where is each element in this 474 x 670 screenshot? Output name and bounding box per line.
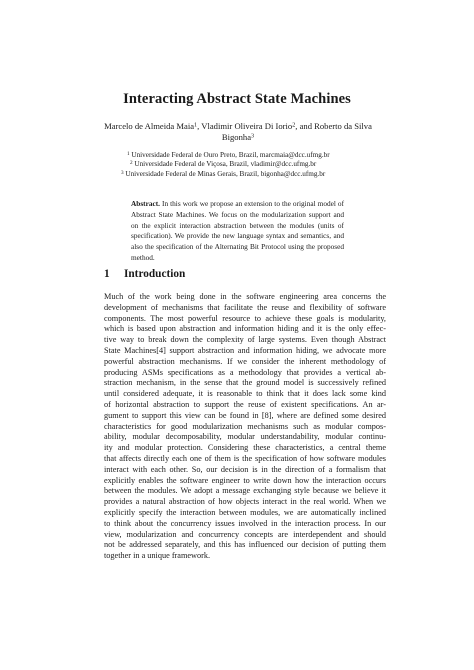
author-name-iorio: , Vladimir Oliveira Di Iorio [197,121,293,131]
paragraph-line: development of mechanisms that facilitate the reuse and flexibility of software [104,302,386,312]
affiliation-text: Universidade Federal de Minas Gerais, Brazil, bigonha@dcc.ufmg.br [125,169,326,178]
paragraph-line: explicitly specify the interaction between modules, we are automatically inclined [104,507,386,517]
paragraph-line: that affects directly each one of them is the specification of how software modules [104,453,386,463]
author-affiliation-marker-3: 3 [251,132,255,140]
paragraph-line: provides a natural abstraction of how objects interact in the real world. When we [104,497,386,507]
paragraph-line: view, modularization and concurrency concepts are interdependent and should [104,529,386,539]
paragraph-line: until considered adequate, it is reasonable to think that it does lack some kind [104,389,386,399]
affiliation-text: Universidade Federal de Viçosa, Brazil, vladimir@dcc.ufmg.br [134,160,317,169]
paragraph-line: tive way to break down the complexity of large systems. Even though Abstract [104,335,386,345]
abstract-line: method. [131,252,155,262]
abstract-line: also the specification of the Alternating Bit Protocol using the proposed [131,242,344,252]
paragraph-line: ity and modular protection. Considering these characteristics, a central theme [104,443,386,453]
affiliation-item-1 [121,151,381,160]
section-heading-introduction [104,268,185,280]
abstract-text: In this work we propose an extension to the original model of [162,199,344,208]
section-number: 1 [104,268,110,280]
paragraph-line: not be addressed separately, and this has influenced our decision of putting them [104,540,386,550]
paragraph-line: interact with each other. So, our decision is in the direction of a formalism that [104,464,386,474]
section-title: Introduction [124,268,186,280]
author-list [98,121,378,143]
author-name-bigonha-last: Bigonha [221,132,252,142]
paragraph-line: between the modules. We adopt a message exchanging style because we believe it [104,486,386,496]
paragraph-line: characteristics for good modularization mechanisms such as modular compos- [104,421,386,431]
paragraph-line: gument to support this view can be found in [8], where are defined some desired [104,410,386,420]
introduction-paragraph [104,292,386,562]
abstract-heading: Abstract. [131,199,160,208]
paragraph-line: Much of the work being done in the software engineering area concerns the [104,292,386,301]
author-line-2 [98,132,378,143]
affiliation-number: 1 [127,150,130,157]
paragraph-line: powerful abstraction mechanisms. If we consider the inherent methodology of [104,356,386,366]
abstract-line [131,199,344,210]
abstract-line: on the explicit interaction abstraction between the modules (units of [131,220,344,230]
affiliation-item-2 [121,160,381,169]
paragraph-line: ability, modular decomposability, modular understandability, modular continu- [104,432,386,442]
affiliation-item-3 [121,170,381,179]
paragraph-line: State Machines[4] support abstraction and information hiding, we advocate more [104,345,386,355]
paragraph-line: to think about the concurrency issues involved in the interaction process. In our [104,518,386,528]
abstract-line: Abstract State Machines. We focus on the modularization support and [131,209,344,219]
paper-title: Interacting Abstract State Machines [123,91,351,107]
author-name-maia: Marcelo de Almeida Maia [104,121,195,131]
affiliation-number: 2 [130,160,133,167]
affiliation-number: 3 [121,169,124,176]
affiliation-list [121,151,381,179]
paragraph-line: components. The most powerful resource to achieve these goals is modularity, [104,313,386,323]
author-line-1 [98,121,378,132]
paragraph-line: producing ASMs specifications as a methodology that provides a vertical ab- [104,367,386,377]
paragraph-line: together in a unique framework. [104,551,211,561]
paragraph-line: explicitly enables the software engineer to write down how the interaction occurs [104,475,386,485]
abstract-line: specification). We provide the new language syntax and semantics, and [131,231,344,241]
paragraph-line: which is based upon abstraction and information hiding and it is the only effec- [104,324,386,334]
paragraph-line: straction mechanism, in the sense that the ground model is successively refined [104,378,386,388]
author-name-bigonha-first: , and Roberto da Silva [295,121,372,131]
author-affiliation-marker-2: 2 [292,121,296,129]
abstract-block [131,199,344,264]
affiliation-text: Universidade Federal de Ouro Preto, Brazil, marcmaia@dcc.ufmg.br [131,151,330,159]
author-affiliation-marker-1: 1 [194,121,198,129]
paragraph-line: of horizontal abstraction to support the reuse of existent specifications. An ar- [104,399,386,409]
